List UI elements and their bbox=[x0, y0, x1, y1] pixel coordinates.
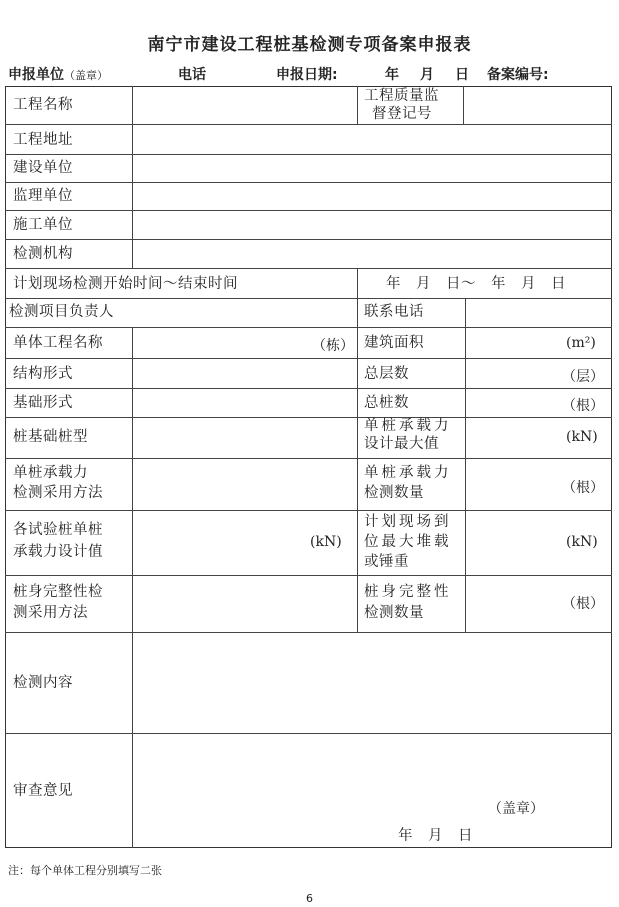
integrity-qty-unit: （根） bbox=[562, 596, 604, 612]
supervisor-label: 监理单位 bbox=[13, 188, 73, 204]
design-max-label-1: 单桩承载力 bbox=[364, 418, 452, 434]
design-value-label-2: 承载力设计值 bbox=[13, 544, 103, 560]
planned-time-value: 年 月 日～ 年 月 日 bbox=[386, 276, 566, 292]
total-piles-unit: （根） bbox=[562, 398, 604, 414]
design-value-label-1: 各试验桩单桩 bbox=[13, 522, 103, 538]
pile-type-label: 桩基础桩型 bbox=[13, 429, 88, 445]
apply-day: 日 bbox=[455, 67, 469, 83]
apply-year: 年 bbox=[385, 67, 399, 83]
quality-reg-no-label-1: 工程质量监 bbox=[364, 88, 439, 104]
project-address-label: 工程地址 bbox=[13, 132, 73, 148]
page-number: 6 bbox=[306, 892, 313, 905]
load-unit: (kN) bbox=[566, 534, 598, 550]
review-date: 年 月 日 bbox=[398, 828, 473, 844]
load-label-1: 计划现场到 bbox=[364, 514, 452, 530]
design-value-unit: (kN) bbox=[310, 534, 342, 550]
design-max-unit: (kN) bbox=[566, 429, 598, 445]
total-piles-label: 总桩数 bbox=[364, 395, 409, 411]
test-qty-label-2: 检测数量 bbox=[364, 485, 424, 501]
building-area-label: 建筑面积 bbox=[364, 335, 424, 351]
contractor-label: 施工单位 bbox=[13, 217, 73, 233]
form-title: 南宁市建设工程桩基检测专项备案申报表 bbox=[147, 35, 472, 55]
integrity-qty-label-1: 桩身完整性 bbox=[364, 584, 452, 600]
apply-date-label: 申报日期: bbox=[276, 67, 338, 83]
method-label-2: 检测采用方法 bbox=[13, 485, 103, 501]
floors-unit: （层） bbox=[562, 369, 604, 385]
contact-phone-label: 联系电话 bbox=[364, 304, 424, 320]
seal-mark: （盖章） bbox=[488, 801, 544, 817]
builder-label: 建设单位 bbox=[13, 160, 73, 176]
testing-agency-label: 检测机构 bbox=[13, 246, 73, 262]
seal-hint: （盖章） bbox=[64, 69, 108, 82]
test-qty-unit: （根） bbox=[562, 480, 604, 496]
test-qty-label-1: 单桩承载力 bbox=[364, 465, 452, 481]
test-content-label: 检测内容 bbox=[13, 675, 73, 691]
review-opinion-label: 审查意见 bbox=[13, 783, 73, 799]
project-name-label: 工程名称 bbox=[13, 97, 73, 113]
applicant-unit-label: 申报单位（盖章） bbox=[8, 67, 108, 83]
integrity-method-label-1: 桩身完整性检 bbox=[13, 584, 103, 600]
load-label-3: 或锤重 bbox=[364, 554, 409, 570]
structure-type-label: 结构形式 bbox=[13, 366, 73, 382]
building-area-unit: (m²) bbox=[566, 335, 596, 351]
record-number-label: 备案编号: bbox=[487, 67, 549, 83]
floors-label: 总层数 bbox=[364, 366, 409, 382]
integrity-qty-label-2: 检测数量 bbox=[364, 605, 424, 621]
unit-project-unit: （栋） bbox=[312, 338, 354, 354]
unit-project-name-label: 单体工程名称 bbox=[13, 335, 103, 351]
method-label-1: 单桩承载力 bbox=[13, 465, 88, 481]
planned-time-label: 计划现场检测开始时间～结束时间 bbox=[13, 276, 238, 292]
quality-reg-no-label-2: 督登记号 bbox=[372, 106, 432, 122]
footer-note: 注：每个单体工程分别填写二张 bbox=[8, 864, 162, 877]
foundation-type-label: 基础形式 bbox=[13, 395, 73, 411]
phone-label: 电话 bbox=[178, 67, 206, 83]
load-label-2: 位最大堆载 bbox=[364, 534, 452, 550]
project-leader-label: 检测项目负责人 bbox=[9, 304, 114, 320]
integrity-method-label-2: 测采用方法 bbox=[13, 605, 88, 621]
apply-month: 月 bbox=[420, 67, 434, 83]
design-max-label-2: 设计最大值 bbox=[364, 436, 439, 452]
